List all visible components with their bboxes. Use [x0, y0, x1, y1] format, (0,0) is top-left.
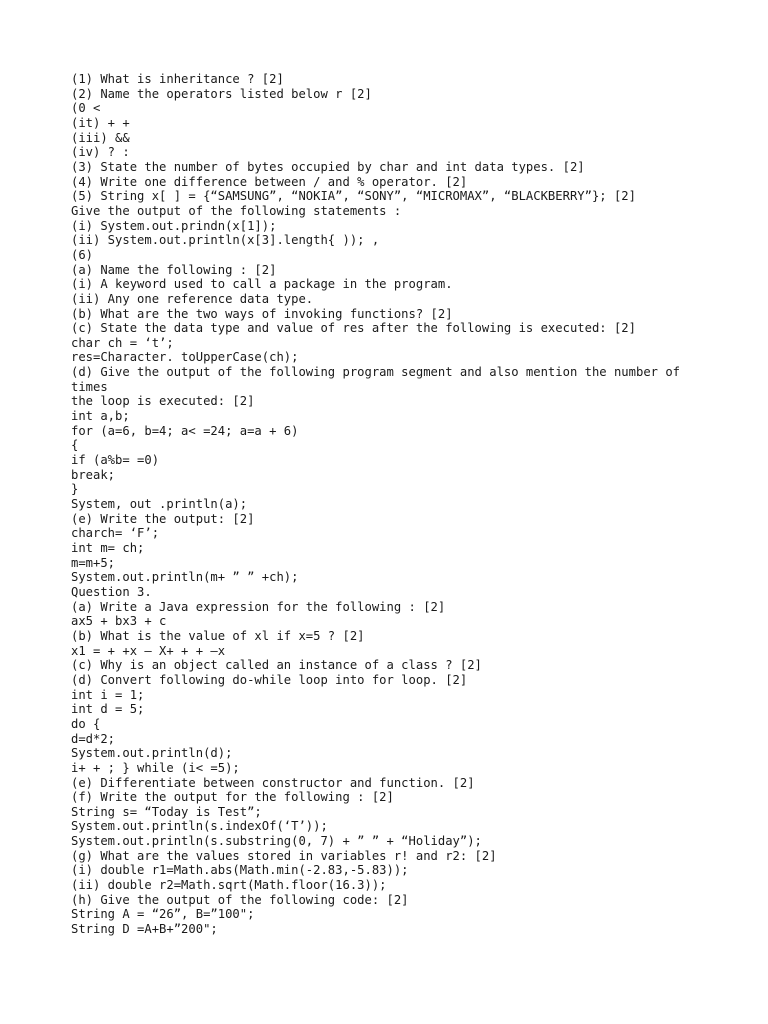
text-line: charch= ‘F’;	[71, 526, 160, 541]
text-line: int d = 5;	[71, 702, 145, 717]
text-line: System.out.println(s.indexOf(‘T’));	[71, 819, 328, 834]
text-line: (5) String x[ ] = {“SAMSUNG”, “NOKIA”, “SONY”, “MICROMAX”, “BLACKBERRY”}; [2]	[71, 189, 636, 204]
text-line: (e) Differentiate between constructor and function. [2]	[71, 775, 475, 790]
text-line: String A = “26”, B=”100";	[71, 907, 255, 922]
text-line: int i = 1;	[71, 687, 145, 702]
text-line: (it) + +	[71, 115, 130, 130]
text-line: (ii) double r2=Math.sqrt(Math.floor(16.3));	[71, 878, 387, 893]
text-line: (c) State the data type and value of res after the following is executed: [2]	[71, 321, 636, 336]
text-line: System.out.println(s.substring(0, 7) + ” ” + “Holiday”);	[71, 834, 482, 849]
text-line: System, out .println(a);	[71, 497, 248, 512]
text-line: (3) State the number of bytes occupied by char and int data types. [2]	[71, 159, 585, 174]
text-line: do {	[71, 716, 101, 731]
text-line: times	[71, 379, 108, 394]
document-body	[71, 72, 711, 937]
text-line: (2) Name the operators listed below r [2]	[71, 86, 372, 101]
text-line: String s= “Today is Test”;	[71, 804, 262, 819]
text-line: (d) Give the output of the following program segment and also mention the number of	[71, 365, 681, 380]
text-line: res=Character. toUpperCase(ch);	[71, 350, 299, 365]
text-line: (f) Write the output for the following : [2]	[71, 790, 394, 805]
text-line: System.out.println(d);	[71, 746, 233, 761]
text-line: String D =A+B+”200";	[71, 922, 218, 937]
text-line: (b) What is the value of xl if x=5 ? [2]	[71, 628, 365, 643]
text-line: (ii) System.out.println(x[3].length{ )); ,	[71, 233, 380, 248]
text-line: the loop is executed: [2]	[71, 394, 255, 409]
text-line: break;	[71, 467, 116, 482]
text-line: (e) Write the output: [2]	[71, 511, 255, 526]
text-line: (0 <	[71, 101, 101, 116]
text-line: m=m+5;	[71, 555, 116, 570]
text-line: (g) What are the values stored in variables r! and r2: [2]	[71, 848, 497, 863]
text-line: (a) Name the following : [2]	[71, 262, 277, 277]
text-line: System.out.println(m+ ” ” +ch);	[71, 570, 299, 585]
text-line: (iii) &&	[71, 130, 130, 145]
text-line: (ii) Any one reference data type.	[71, 291, 314, 306]
text-line: (i) double r1=Math.abs(Math.min(-2.83,-5.83));	[71, 863, 409, 878]
text-line: char ch = ‘t’;	[71, 335, 174, 350]
text-line: ax5 + bx3 + c	[71, 614, 167, 629]
text-line: (i) System.out.prindn(x[1]);	[71, 218, 277, 233]
text-line: (b) What are the two ways of invoking functions? [2]	[71, 306, 453, 321]
text-line: (d) Convert following do-while loop into for loop. [2]	[71, 672, 468, 687]
text-line: }	[71, 482, 79, 497]
text-line: (i) A keyword used to call a package in the program.	[71, 277, 453, 292]
text-line: x1 = + +x – X+ + + –x	[71, 643, 226, 658]
text-line: (4) Write one difference between / and % operator. [2]	[71, 174, 468, 189]
text-line: int m= ch;	[71, 541, 145, 555]
text-line: if (a%b= =0)	[71, 453, 160, 468]
text-line: d=d*2;	[71, 731, 116, 746]
text-line: int a,b;	[71, 409, 130, 424]
text-line: Give the output of the following statements :	[71, 203, 402, 218]
text-line: for (a=6, b=4; a< =24; a=a + 6)	[71, 423, 299, 438]
text-line: (a) Write a Java expression for the following : [2]	[71, 599, 446, 614]
text-line: i+ + ; } while (i< =5);	[71, 760, 240, 775]
text-line: (c) Why is an object called an instance of a class ? [2]	[71, 658, 482, 673]
text-line: (h) Give the output of the following code: [2]	[71, 892, 409, 907]
text-line: (1) What is inheritance ? [2]	[71, 72, 284, 86]
text-line: Question 3.	[71, 584, 152, 599]
text-line: (6)	[71, 247, 94, 262]
text-line: {	[71, 438, 79, 453]
text-line: (iv) ? :	[71, 145, 130, 160]
